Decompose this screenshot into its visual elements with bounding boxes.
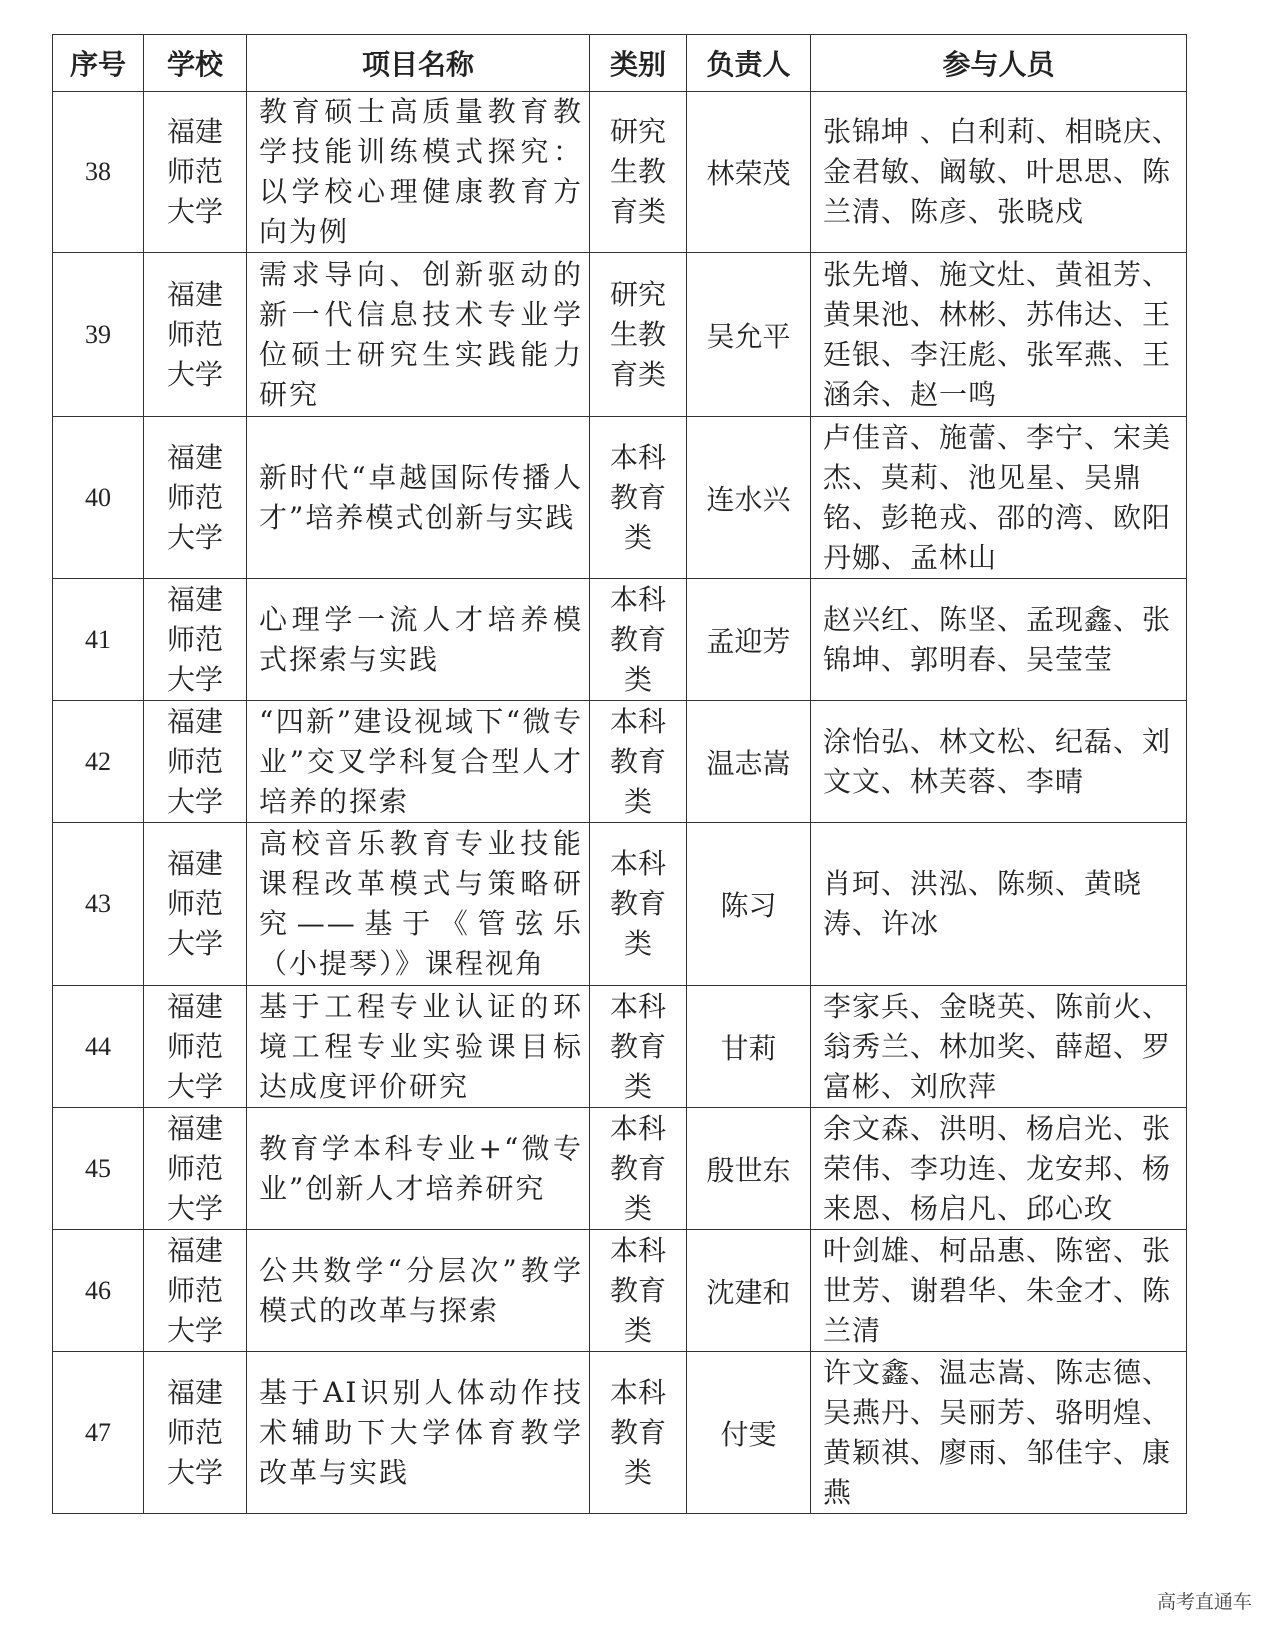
cell-seq: 38: [53, 92, 144, 253]
header-seq: 序号: [53, 35, 144, 92]
cell-school: [144, 1230, 247, 1352]
school-line: 福建: [166, 1111, 223, 1145]
cell-seq: 40: [53, 417, 144, 579]
school-line: 师范: [166, 622, 223, 656]
cell-lead: 孟迎芳: [687, 579, 811, 701]
cell-lead: 温志嵩: [687, 701, 811, 823]
category-line: 教育: [609, 744, 666, 778]
cell-school: [144, 986, 247, 1108]
cell-participants: 涂怡弘、林文松、纪磊、刘文文、林芙蓉、李晴: [811, 701, 1187, 823]
category-line: 教育: [609, 1415, 666, 1449]
school-line: 大学: [166, 784, 223, 818]
cell-project-name: 高校音乐教育专业技能课程改革模式与策略研究——基于《管弦乐（小提琴）》课程视角: [247, 823, 590, 986]
category-line: 类: [623, 1313, 652, 1347]
school-line: 师范: [166, 1151, 223, 1185]
school-line: 大学: [166, 357, 223, 391]
cell-school: [144, 253, 247, 417]
cell-lead: 吴允平: [687, 253, 811, 417]
school-line: 福建: [166, 989, 223, 1023]
school-line: 师范: [166, 1415, 223, 1449]
category-line: 类: [623, 662, 652, 696]
cell-project-name: 需求导向、创新驱动的新一代信息技术专业学位硕士研究生实践能力研究: [247, 253, 590, 417]
table-row: [53, 1230, 1187, 1352]
school-line: 大学: [166, 1455, 223, 1489]
category-line: 类: [623, 1191, 652, 1225]
category-line: 研究: [609, 277, 666, 311]
cell-school: [144, 579, 247, 701]
header-category: 类别: [590, 35, 687, 92]
project-table: [52, 34, 1187, 1514]
cell-lead: 沈建和: [687, 1230, 811, 1352]
cell-lead: 殷世东: [687, 1108, 811, 1230]
school-line: 大学: [166, 195, 223, 228]
category-line: 生教: [609, 317, 666, 351]
school-line: 福建: [166, 847, 223, 880]
school-line: 福建: [166, 704, 223, 738]
category-line: 类: [623, 927, 652, 960]
cell-seq: 42: [53, 701, 144, 823]
category-line: 生教: [609, 155, 666, 188]
cell-participants: 卢佳音、施蕾、李宁、宋美杰、莫莉、池见星、吴鼎铭、彭艳戎、邵的湾、欧阳丹娜、孟林山: [811, 417, 1187, 579]
school-line: 大学: [166, 1191, 223, 1225]
school-line: 福建: [166, 1233, 223, 1267]
cell-category: [590, 986, 687, 1108]
cell-school: [144, 92, 247, 253]
school-line: 福建: [166, 1375, 223, 1409]
cell-project-name: 基于工程专业认证的环境工程专业实验课目标达成度评价研究: [247, 986, 590, 1108]
cell-category: [590, 823, 687, 986]
school-line: 大学: [166, 520, 223, 554]
school-line: 福建: [166, 440, 223, 474]
cell-lead: 甘莉: [687, 986, 811, 1108]
cell-lead: 林荣茂: [687, 92, 811, 253]
header-row: [53, 35, 1187, 92]
category-line: 教育: [609, 1151, 666, 1185]
cell-school: [144, 1352, 247, 1514]
cell-school: [144, 417, 247, 579]
category-line: 育类: [609, 195, 666, 228]
cell-category: [590, 1352, 687, 1514]
cell-category: [590, 1230, 687, 1352]
school-line: 福建: [166, 115, 223, 148]
school-line: 大学: [166, 1069, 223, 1103]
header-lead: 负责人: [687, 35, 811, 92]
school-line: 大学: [166, 927, 223, 960]
school-line: 师范: [166, 744, 223, 778]
cell-lead: 付雯: [687, 1352, 811, 1514]
cell-lead: 陈习: [687, 823, 811, 986]
table-row: [53, 823, 1187, 986]
category-line: 教育: [609, 480, 666, 514]
header-school: 学校: [144, 35, 247, 92]
school-line: 师范: [166, 1029, 223, 1063]
cell-school: [144, 701, 247, 823]
category-line: 类: [623, 1069, 652, 1103]
category-line: 本科: [609, 704, 666, 738]
category-line: 教育: [609, 1029, 666, 1063]
category-line: 本科: [609, 847, 666, 880]
cell-seq: 45: [53, 1108, 144, 1230]
category-line: 类: [623, 1455, 652, 1489]
cell-project-name: 心理学一流人才培养模式探索与实践: [247, 579, 590, 701]
table-row: [53, 92, 1187, 253]
school-line: 大学: [166, 1313, 223, 1347]
category-line: 类: [623, 784, 652, 818]
category-line: 本科: [609, 440, 666, 474]
category-line: 教育: [609, 887, 666, 920]
cell-project-name: 基于AI识别人体动作技术辅助下大学体育教学改革与实践: [247, 1352, 590, 1514]
category-line: 本科: [609, 1233, 666, 1267]
cell-category: [590, 417, 687, 579]
category-line: 教育: [609, 622, 666, 656]
cell-seq: 43: [53, 823, 144, 986]
cell-category: [590, 701, 687, 823]
table-row: [53, 417, 1187, 579]
school-line: 师范: [166, 317, 223, 351]
category-line: 教育: [609, 1273, 666, 1307]
table-body: [53, 92, 1187, 1514]
table-row: [53, 253, 1187, 417]
cell-seq: 41: [53, 579, 144, 701]
category-line: 育类: [609, 357, 666, 391]
cell-participants: 许文鑫、温志嵩、陈志德、吴燕丹、吴丽芳、骆明煌、黄颖祺、廖雨、邹佳宇、康燕: [811, 1352, 1187, 1514]
cell-seq: 39: [53, 253, 144, 417]
cell-participants: 张锦坤 、白利莉、相晓庆、金君敏、阚敏、叶思思、陈兰清、陈彦、张晓戍: [811, 92, 1187, 253]
cell-project-name: 教育硕士高质量教育教学技能训练模式探究：以学校心理健康教育方向为例: [247, 92, 590, 253]
header-participants: 参与人员: [811, 35, 1187, 92]
table-row: [53, 986, 1187, 1108]
cell-participants: 余文森、洪明、杨启光、张荣伟、李功连、龙安邦、杨来恩、杨启凡、邱心玫: [811, 1108, 1187, 1230]
cell-participants: 赵兴红、陈坚、孟现鑫、张锦坤、郭明春、吴莹莹: [811, 579, 1187, 701]
category-line: 本科: [609, 582, 666, 616]
cell-project-name: 教育学本科专业+“微专业”创新人才培养研究: [247, 1108, 590, 1230]
cell-seq: 44: [53, 986, 144, 1108]
cell-project-name: 新时代“卓越国际传播人才”培养模式创新与实践: [247, 417, 590, 579]
cell-participants: 李家兵、金晓英、陈前火、翁秀兰、林加奖、薛超、罗富彬、刘欣萍: [811, 986, 1187, 1108]
school-line: 福建: [166, 277, 223, 311]
cell-lead: 连水兴: [687, 417, 811, 579]
cell-project-name: “四新”建设视域下“微专业”交叉学科复合型人才培养的探索: [247, 701, 590, 823]
category-line: 本科: [609, 1111, 666, 1145]
school-line: 大学: [166, 662, 223, 696]
cell-category: [590, 92, 687, 253]
school-line: 师范: [166, 887, 223, 920]
school-line: 师范: [166, 480, 223, 514]
header-project-name: 项目名称: [247, 35, 590, 92]
table-row: [53, 1352, 1187, 1514]
school-line: 师范: [166, 155, 223, 188]
category-line: 研究: [609, 115, 666, 148]
cell-category: [590, 1108, 687, 1230]
cell-category: [590, 253, 687, 417]
table-row: [53, 579, 1187, 701]
school-line: 师范: [166, 1273, 223, 1307]
watermark: 高考直通车: [1156, 1591, 1252, 1613]
category-line: 类: [623, 520, 652, 554]
cell-participants: 叶剑雄、柯品惠、陈密、张世芳、谢碧华、朱金才、陈兰清: [811, 1230, 1187, 1352]
category-line: 本科: [609, 1375, 666, 1409]
category-line: 本科: [609, 989, 666, 1023]
table-row: [53, 701, 1187, 823]
cell-participants: 张先增、施文灶、黄祖芳、黄果池、林彬、苏伟达、王廷银、李汪彪、张军燕、王涵余、赵一鸣: [811, 253, 1187, 417]
cell-participants: 肖珂、洪泓、陈频、黄晓涛、许冰: [811, 823, 1187, 986]
cell-category: [590, 579, 687, 701]
cell-school: [144, 823, 247, 986]
cell-seq: 47: [53, 1352, 144, 1514]
table-row: [53, 1108, 1187, 1230]
cell-project-name: 公共数学“分层次”教学模式的改革与探索: [247, 1230, 590, 1352]
cell-seq: 46: [53, 1230, 144, 1352]
school-line: 福建: [166, 582, 223, 616]
cell-school: [144, 1108, 247, 1230]
